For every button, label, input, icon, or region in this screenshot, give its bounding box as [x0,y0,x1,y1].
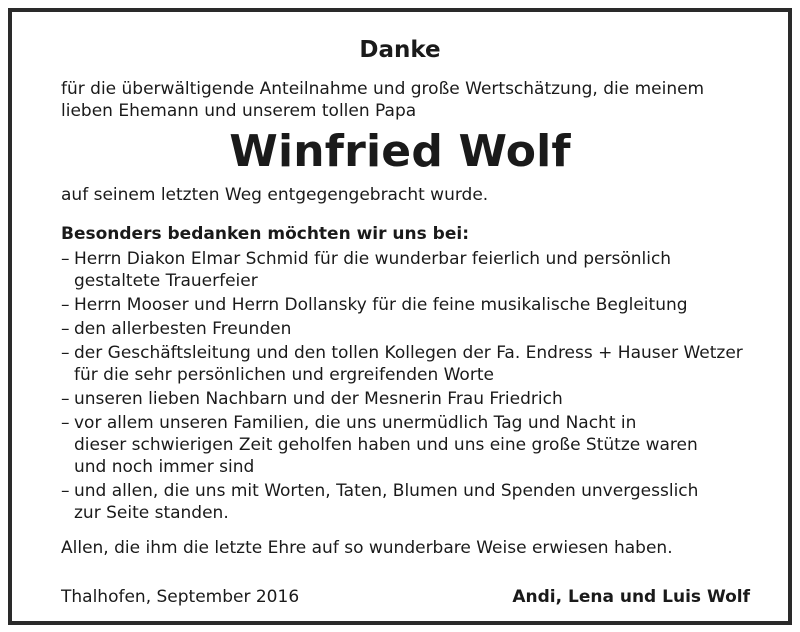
list-item [61,248,743,292]
dash-bullet: – [61,343,70,363]
list-item [61,388,743,410]
thanks-list [61,248,743,526]
obituary-thank-you-notice [8,8,792,625]
list-item [61,294,743,316]
closing-text: Allen, die ihm die letzte Ehre auf so wunderbare Weise erwiesen haben. [61,538,673,558]
notice-title: Danke [359,37,441,63]
list-item-text: vor allem unseren Familien, die uns unermüdlich Tag und Nacht in dieser schwierigen Zeit geholfen haben und uns eine große Stütze waren und noch immer sind [74,413,698,477]
list-item-text: den allerbesten Freunden [74,319,292,339]
thanks-heading: Besonders bedanken möchten wir uns bei: [61,224,469,244]
place-and-date: Thalhofen, September 2016 [61,587,300,607]
intro-line: lieben Ehemann und unserem tollen Papa [61,101,417,121]
signers: Andi, Lena und Luis Wolf [512,587,750,607]
list-item [61,412,743,478]
dash-bullet: – [61,249,70,269]
dash-bullet: – [61,413,70,433]
intro-line: für die überwältigende Anteilnahme und große Wertschätzung, die meinem [61,79,705,99]
list-item-text: und allen, die uns mit Worten, Taten, Blumen und Spenden unvergesslich zur Seite standen. [74,481,699,523]
list-item [61,318,743,340]
list-item-text: unseren lieben Nachbarn und der Mesnerin Frau Friedrich [74,389,563,409]
intro-text [61,78,704,122]
dash-bullet: – [61,319,70,339]
dash-bullet: – [61,389,70,409]
list-item [61,342,743,386]
list-item-text: Herrn Mooser und Herrn Dollansky für die feine musikalische Begleitung [74,295,688,315]
list-item-text: der Geschäftsleitung und den tollen Kollegen der Fa. Endress + Hauser Wetzer für die sehr persönlichen und ergreifenden Worte [74,343,743,385]
list-item [61,480,743,524]
after-name-text: auf seinem letzten Weg entgegengebracht wurde. [61,185,489,205]
dash-bullet: – [61,481,70,501]
list-item-text: Herrn Diakon Elmar Schmid für die wunderbar feierlich und persönlich gestaltete Trauerfeier [74,249,672,291]
dash-bullet: – [61,295,70,315]
deceased-name: Winfried Wolf [229,126,571,177]
